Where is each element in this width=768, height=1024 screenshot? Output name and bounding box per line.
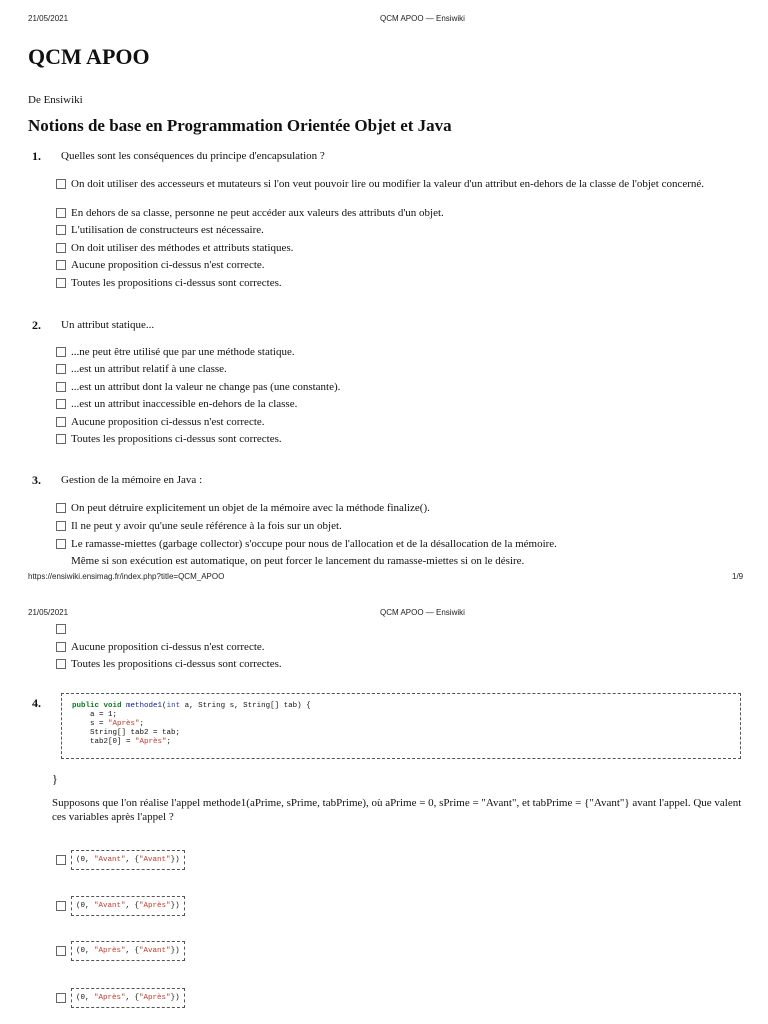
code-text: (0,: [76, 902, 95, 910]
option[interactable]: [56, 381, 736, 394]
print-date: 21/05/2021: [28, 608, 69, 617]
code-text: (0,: [76, 947, 95, 955]
option-label: ...est un attribut dont la valeur ne change pas (une constante).: [71, 381, 341, 393]
print-footer-url: https://ensiwiki.ensimag.fr/index.php?title=QCM_APOO: [28, 572, 225, 581]
code-string: "Après": [139, 994, 171, 1002]
code-text: , {: [125, 994, 140, 1002]
option[interactable]: [56, 398, 736, 411]
checkbox[interactable]: [56, 539, 66, 549]
code-string: "Après": [108, 720, 140, 728]
question-text: Quelles sont les conséquences du principe d'encapsulation ?: [61, 150, 325, 162]
print-header-title: QCM APOO — Ensiwiki: [380, 14, 465, 23]
option-label: En dehors de sa classe, personne ne peut accéder aux valeurs des attributs d'un objet.: [71, 207, 444, 219]
code-line: String[] tab2 = tab;: [72, 729, 181, 737]
code-text: (0,: [76, 856, 95, 864]
code-string: "Après": [135, 738, 167, 746]
checkbox[interactable]: [56, 364, 66, 374]
code-text: ;: [139, 720, 145, 728]
option[interactable]: [56, 178, 736, 191]
checkbox[interactable]: [56, 208, 66, 218]
checkbox[interactable]: [56, 993, 66, 1003]
option-label: ...ne peut être utilisé que par une méthode statique.: [71, 346, 295, 358]
code-string: "Avant": [94, 856, 126, 864]
option[interactable]: [56, 641, 736, 654]
option-label: On doit utiliser des accesseurs et mutateurs si l'on veut pouvoir lire ou modifier la valeur d'un attribut en-dehors de la classe de l'objet concerné.: [71, 178, 705, 190]
checkbox[interactable]: [56, 243, 66, 253]
question-number: 4.: [32, 696, 41, 710]
code-string: "Après": [139, 902, 171, 910]
option-label: Même si son exécution est automatique, on peut forcer le lancement du ramasse-miettes si on le désire.: [71, 555, 525, 567]
question-number: 3.: [32, 473, 41, 487]
checkbox[interactable]: [56, 855, 66, 865]
code-text: }): [170, 856, 180, 864]
answer-code: [71, 941, 185, 961]
question-number: 2.: [32, 318, 41, 332]
checkbox[interactable]: [56, 347, 66, 357]
answer-code: [71, 850, 185, 870]
option-label: Toutes les propositions ci-dessus sont correctes.: [71, 277, 282, 289]
code-keyword: public void: [72, 702, 122, 710]
code-block: [61, 693, 741, 759]
code-function: methode1: [126, 702, 163, 710]
checkbox[interactable]: [56, 399, 66, 409]
page-subtitle: De Ensiwiki: [28, 94, 83, 106]
code-text: a, String s, String[] tab) {: [180, 702, 311, 710]
option-label: Le ramasse-miettes (garbage collector) s'occupe pour nous de l'allocation et de la désallocation de la mémoire.: [71, 538, 557, 550]
question-text: Un attribut statique...: [61, 319, 155, 331]
option[interactable]: [56, 538, 736, 551]
checkbox[interactable]: [56, 521, 66, 531]
code-text: , {: [125, 947, 140, 955]
option[interactable]: [56, 416, 736, 429]
option-label: Toutes les propositions ci-dessus sont correctes.: [71, 433, 282, 445]
option-label: On peut détruire explicitement un objet de la mémoire avec la méthode finalize().: [71, 502, 430, 514]
code-text: (: [162, 702, 167, 710]
checkbox[interactable]: [56, 260, 66, 270]
option[interactable]: [56, 363, 736, 376]
option-label: Aucune proposition ci-dessus n'est correcte.: [71, 259, 265, 271]
code-text: }): [170, 902, 180, 910]
answer-code: [71, 988, 185, 1008]
option[interactable]: [56, 277, 736, 290]
checkbox[interactable]: [56, 278, 66, 288]
code-string: "Avant": [94, 902, 126, 910]
option[interactable]: [56, 658, 736, 671]
checkbox[interactable]: [56, 503, 66, 513]
option-label: Il ne peut y avoir qu'une seule référence à la fois sur un objet.: [71, 520, 342, 532]
code-string: "Après": [94, 947, 126, 955]
code-string: "Avant": [139, 856, 171, 864]
code-string: "Avant": [139, 947, 171, 955]
code-text: ;: [166, 738, 172, 746]
option[interactable]: [56, 502, 736, 515]
code-text: }): [170, 947, 180, 955]
option-label: ...est un attribut relatif à une classe.: [71, 363, 227, 375]
option[interactable]: [56, 224, 736, 237]
print-header-title: QCM APOO — Ensiwiki: [380, 608, 465, 617]
closing-brace: }: [52, 772, 58, 786]
checkbox[interactable]: [56, 179, 66, 189]
code-type: int: [166, 702, 181, 710]
checkbox[interactable]: [56, 382, 66, 392]
question-number: 1.: [32, 149, 41, 163]
option[interactable]: [56, 259, 736, 272]
option[interactable]: [56, 346, 736, 359]
print-page-number: 1/9: [732, 572, 744, 581]
page-title: QCM APOO: [28, 44, 150, 69]
code-string: "Après": [94, 994, 126, 1002]
checkbox[interactable]: [56, 901, 66, 911]
code-text: s =: [72, 720, 109, 728]
option[interactable]: [56, 242, 736, 255]
code-text: }): [170, 994, 180, 1002]
option-label: ...est un attribut inaccessible en-dehors de la classe.: [71, 398, 298, 410]
checkbox[interactable]: [56, 417, 66, 427]
option-label: L'utilisation de constructeurs est nécessaire.: [71, 224, 264, 236]
checkbox[interactable]: [56, 659, 66, 669]
checkbox[interactable]: [56, 642, 66, 652]
checkbox[interactable]: [56, 434, 66, 444]
section-heading: Notions de base en Programmation Orientée Objet et Java: [28, 116, 452, 135]
checkbox[interactable]: [56, 946, 66, 956]
option-label: On doit utiliser des méthodes et attributs statiques.: [71, 242, 294, 254]
option[interactable]: [56, 207, 736, 220]
checkbox[interactable]: [56, 624, 66, 634]
option-continuation: [56, 555, 736, 568]
option[interactable]: [56, 520, 736, 533]
code-text: (0,: [76, 994, 95, 1002]
code-text: , {: [125, 856, 140, 864]
answer-code: [71, 896, 185, 916]
print-date: 21/05/2021: [28, 14, 69, 23]
option-label: Aucune proposition ci-dessus n'est correcte.: [71, 416, 265, 428]
code-text: tab2[0] =: [72, 738, 136, 746]
question-text: Supposons que l'on réalise l'appel methode1(aPrime, sPrime, tabPrime), où aPrime = 0, sPrime = "Avant", et tabPrime = {"Avant"} avant l'appel. Que valent ces variables après l'appel ?: [52, 797, 742, 823]
checkbox[interactable]: [56, 225, 66, 235]
option-label: Aucune proposition ci-dessus n'est correcte.: [71, 641, 265, 653]
question-text: Gestion de la mémoire en Java :: [61, 474, 203, 486]
code-text: , {: [125, 902, 140, 910]
option[interactable]: [56, 433, 736, 446]
option-label: Toutes les propositions ci-dessus sont correctes.: [71, 658, 282, 670]
code-line: a = 1;: [72, 711, 118, 719]
